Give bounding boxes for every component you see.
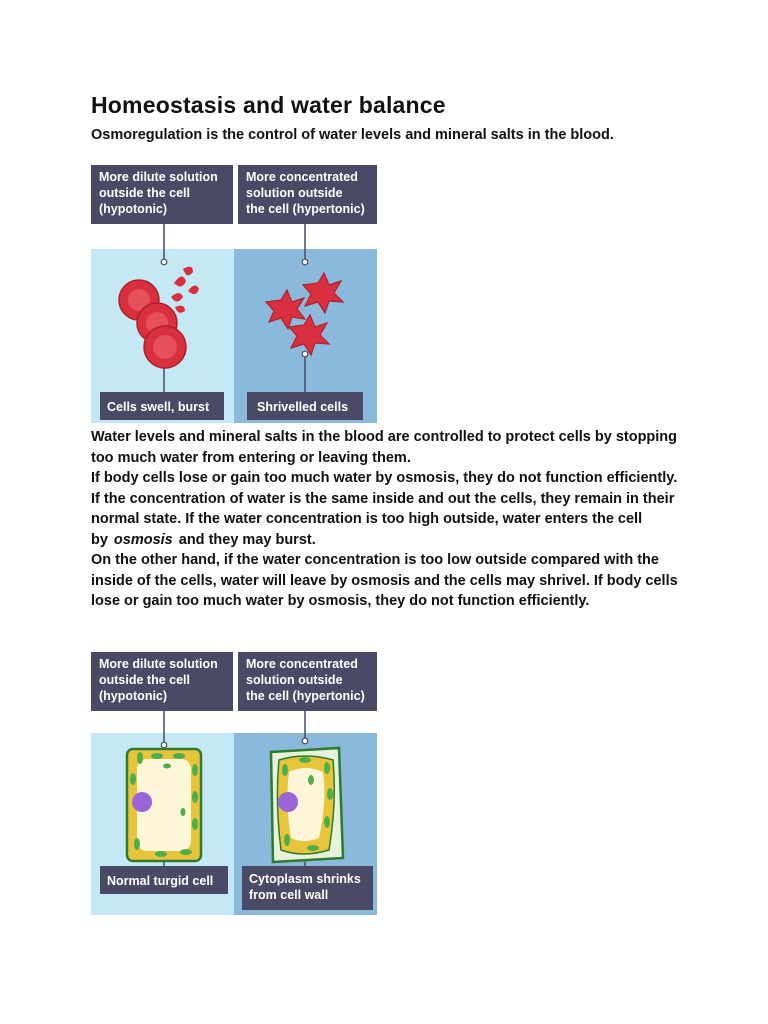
svg-text:More concentrated: More concentrated — [246, 657, 358, 671]
figure-red-blood-cells — [91, 165, 377, 423]
body-text — [91, 427, 691, 612]
cytoplasm-shrinks-caption — [242, 866, 373, 910]
svg-text:solution outside: solution outside — [246, 673, 343, 687]
svg-text:More concentrated: More concentrated — [246, 170, 358, 184]
svg-text:Shrivelled cells: Shrivelled cells — [257, 400, 349, 414]
svg-text:(hypotonic): (hypotonic) — [99, 202, 168, 216]
svg-text:outside the cell: outside the cell — [99, 673, 190, 687]
svg-text:More dilute solution: More dilute solution — [99, 170, 218, 184]
intro-paragraph: Osmoregulation is the control of water levels and mineral salts in the blood. — [91, 127, 614, 143]
figure-plant-cells — [91, 652, 377, 915]
svg-text:solution outside: solution outside — [246, 186, 343, 200]
svg-text:the cell (hypertonic): the cell (hypertonic) — [246, 202, 365, 216]
osmosis-term: osmosis — [113, 531, 173, 548]
turgid-plant-cell-illustration — [127, 749, 201, 861]
paragraph-4: On the other hand, if the water concentration is too low outside compared with the inside of the cells, water will leave by osmosis and the cells may shrivel. If body cells lose or gain too much water by osmosis, they do not function efficiently. — [91, 552, 678, 609]
hypotonic-label — [91, 165, 233, 224]
shrivelled-cells-caption — [247, 392, 363, 420]
normal-turgid-cell-caption — [100, 866, 228, 894]
svg-text:Cytoplasm shrinks: Cytoplasm shrinks — [249, 872, 361, 886]
paragraph-3: If the concentration of water is the same inside and out the cells, they remain in their normal state. If the water concentration is too high outside, water enters the cell by osmosis and they may burst. — [91, 490, 675, 548]
svg-text:outside the cell: outside the cell — [99, 186, 190, 200]
page-title: Homeostasis and water balance — [91, 92, 446, 118]
svg-text:Cells swell, burst: Cells swell, burst — [107, 400, 210, 414]
hypotonic-label-2 — [91, 652, 233, 711]
svg-text:Normal turgid cell: Normal turgid cell — [107, 874, 214, 888]
plasmolysed-plant-cell-illustration — [271, 748, 343, 862]
svg-text:the cell (hypertonic): the cell (hypertonic) — [246, 689, 365, 703]
svg-text:More dilute solution: More dilute solution — [99, 657, 218, 671]
paragraph-2: If body cells lose or gain too much water by osmosis, they do not function efficiently. — [91, 470, 678, 486]
hypertonic-label — [238, 165, 377, 224]
hypertonic-label-2 — [238, 652, 377, 711]
svg-text:(hypotonic): (hypotonic) — [99, 689, 168, 703]
cells-swell-caption — [100, 392, 224, 420]
paragraph-1: Water levels and mineral salts in the blood are controlled to protect cells by stopping too much water from entering or leaving them. — [91, 429, 678, 466]
svg-text:from cell wall: from cell wall — [249, 888, 329, 902]
